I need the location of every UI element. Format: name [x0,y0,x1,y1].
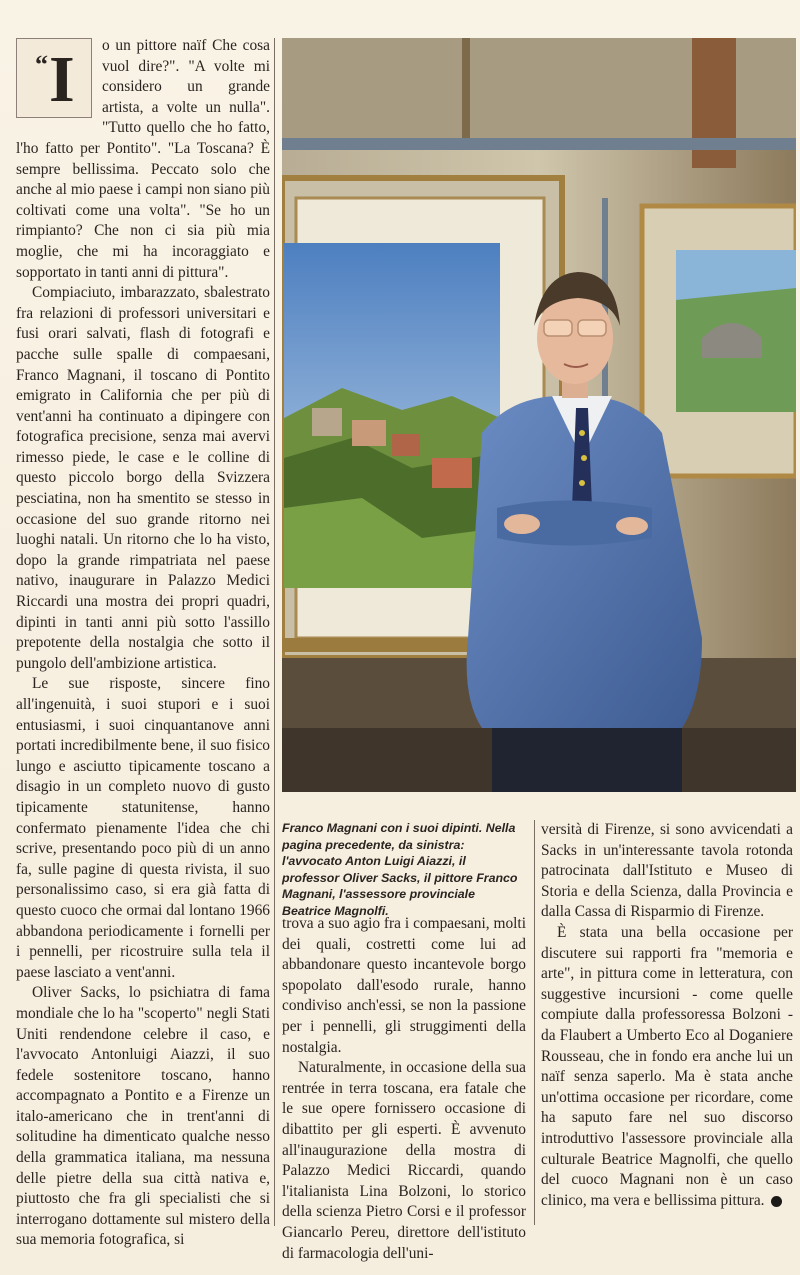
paragraph-text: È stata una bella occasione per discutere sui rapporti fra "memoria e arte", in pittura come in letteratura, con suggestive incursioni - come quelle compiute dalla professoressa Bolzoni - da Flaubert a Umberto Eco al Doganiere Rousseau, che in fondo era anche lui un naïf senza saperlo. Ma è stata anche un'ottima occasione per ricordare, come ha saputo fare nel suo discorso introduttivo l'assessore provinciale alla culturale Beatrice Magnolfi, che quello del cuoco Magnani non è un caso clinico, ma vera e bellissima pittura. [541,923,793,1209]
paragraph: Naturalmente, in occasione della sua rentrée in terra toscana, era fatale che le sue opere fornissero occasione di dibattito per gli esperti. È avvenuto all'inaugurazione della mostra di Palazzo Medici Riccardi, quando l'italianista Lina Bolzoni, lo storico della scienza Pietro Corsi e il professor Giancarlo Pereu, direttore dell'istituto di farmacologia dell'uni- [282,1059,526,1262]
photo-painter-with-paintings [282,38,796,792]
drop-cap [16,38,92,118]
drop-cap-quote: “ [35,50,48,79]
paragraph: o un pittore naïf Che cosa vuol dire?". "A volte mi considero un grande artista, a volte un nulla". "Tutto quello che ho fatto, l'ho fatto per Pontito". "La Toscana? È sempre bellissima. Peccato solo che anche al mio paese i campi non siano più coltivati come una volta". "Se ho un rimpianto? Che non ci sia più mia moglie, che mi ha incoraggiato e sopportato in tanti anni di pittura". [16,37,270,281]
photo-illustration [282,38,796,792]
paragraph: Le sue risposte, sincere fino all'ingenuità, i suoi stupori e i suoi entusiasmi, i suoi cinquantanove anni portati incredibilmente bene, il suo fisico lungo e asciutto tipicamente toscano a disagio in un completo nuovo di gusto tipicamente statunitense, hanno confermato pienamente l'idea che chi scrive, presentando poco più di un anno fa, sulle pagine di questa rivista, il suo personalissimo caso, si era già fatta di questo cuoco che ormai dal lontano 1966 abbandona periodicamente i fornelli per i pennelli, per ricostruire sulla tela il paese lasciato a vent'anni. [16,675,270,981]
paragraph: trova a suo agio fra i compaesani, molti dei quali, costretti come lui ad abbandonare questo incantevole borgo spopolato dall'esodo rurale, hanno condiviso anch'essi, se non la passione per i pennelli, gli struggimenti della nostalgia. [282,915,526,1056]
column-divider [534,820,535,1225]
paragraph: Compiaciuto, imbarazzato, sbalestrato fra relazioni di professori universitari e fusi orari salvati, flash di fotografi e pacche sulle spalle di compaesani, Franco Magnani, il toscano di Pontito emigrato in California che per più di vent'anni ha continuato a dipingere con fotografica precisione, senza mai avervi rimesso piede, le case e le colline di questo piccolo borgo della Svizzera pesciatina, non ha smentito se stesso in occasione del suo grande ritorno nei luoghi natali. Un ritorno che lo ha visto, dopo la grande rimpatriata nel paese nativo, inaugurare in Palazzo Medici Riccardi una mostra dei propri quadri, dipinti in tanti anni più sotto l'assillo prepotente della nostalgia che sotto il pungolo dell'ambizione artistica. [16,284,270,672]
article-column-1 [16,36,270,1251]
paragraph: versità di Firenze, si sono avvicendati a Sacks in un'interessante tavola rotonda patrocinata dall'Istituto e Museo di Storia e della Scienza, dalla Provincia e dalla Cassa di Risparmio di Firenze. [541,821,793,921]
drop-cap-letter: I [49,43,75,116]
article-column-3 [541,820,793,1211]
photo-caption: Franco Magnani con i suoi dipinti. Nella pagina precedente, da sinistra: l'avvocato Anton Luigi Aiazzi, il professor Oliver Sacks, il pittore Franco Magnani, l'assessore provinciale Beatrice Magnolfi. [282,821,518,918]
end-mark-icon [771,1196,782,1207]
paragraph [541,923,793,1211]
paragraph: Oliver Sacks, lo psichiatra di fama mondiale che lo ha "scoperto" negli Stati Uniti rendendone celebre il caso, e l'avvocato Antonluigi Aiazzi, il suo fedele sostenitore toscano, hanno accompagnato a Pontito e a Firenze un italo-americano che in trent'anni di solitudine ha dimenticato qualche nesso della grammatica italiana, ma nessuna delle pietre della sua città nativa e, piuttosto che fra gli specialisti che si interrogano dottamente sul mistero della sua memoria fotografica, si [16,984,270,1249]
article-column-2 [282,914,526,1264]
column-divider [274,38,275,1226]
